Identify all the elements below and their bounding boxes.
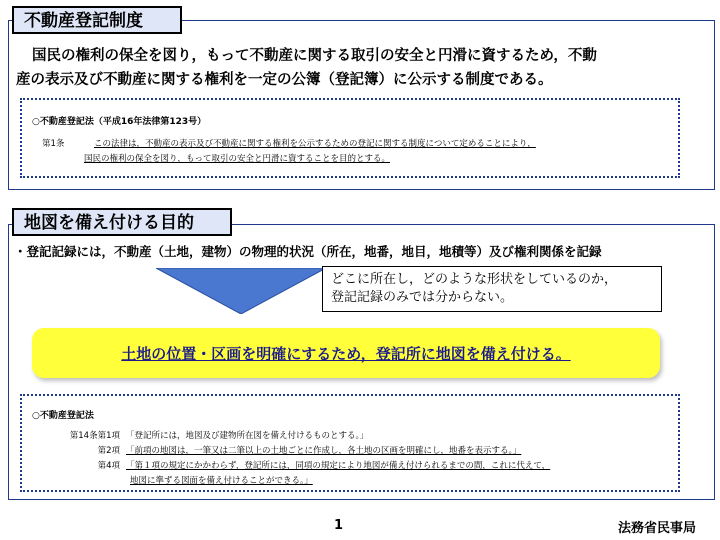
item-label-2: 第2項: [97, 446, 120, 456]
section1-law-box: [20, 98, 680, 178]
intro-line-1: 国民の権利の保全を図り，もって不動産に関する取引の安全と円滑に資するため，不動: [32, 48, 597, 64]
section1-intro: [16, 44, 711, 92]
section1-law-title: ○不動産登記法（平成16年法律第123号）: [32, 117, 207, 127]
section2-law-title: ○不動産登記法: [32, 411, 94, 421]
section2-heading: 地図を備え付ける目的: [12, 208, 232, 236]
item-text-2: 「前項の地図は，一筆又は二筆以上の土地ごとに作成し，各土地の区画を明確にし，地番を表示する。」: [126, 446, 522, 456]
highlight-text: 土地の位置・区画を明確にするため，登記所に地図を備え付ける。: [121, 344, 571, 363]
callout-box: [322, 266, 662, 312]
article-1-line-1: この法律は，不動産の表示及び不動産に関する権利を公示するための登記に関する制度について定めることにより，: [94, 139, 536, 149]
intro-line-2: 産の表示及び不動産に関する権利を一定の公簿（登記簿）に公示する制度である。: [16, 72, 553, 88]
down-arrow-icon: [156, 268, 326, 314]
item-text-14-1: 「登記所には，地図及び建物所在図を備え付けるものとする。」: [126, 431, 369, 441]
section2-bullet: ・登記記録には，不動産（土地，建物）の物理的状況（所在，地番，地目，地積等）及び権利関係を記録: [14, 244, 602, 259]
article-1-line-2: 国民の権利の保全を図り，もって取引の安全と円滑に資することを目的とする。: [84, 154, 391, 164]
section1-heading: 不動産登記制度: [12, 6, 182, 34]
item-label-4: 第4項: [97, 461, 120, 471]
article-1-label: 第1条: [42, 139, 65, 149]
section2-law-box: [20, 394, 680, 492]
callout-line-1: どこに所在し，どのような形状をしているのか，: [331, 272, 618, 287]
item-text-4-cont: 地図に準ずる図面を備え付けることができる。」: [130, 476, 313, 486]
page-number: 1: [334, 518, 344, 533]
footer-organization: 法務省民事局: [618, 521, 697, 536]
callout-line-2: 登記記録のみでは分からない。: [331, 290, 514, 305]
item-label-14-1: 第14条第1項: [69, 431, 120, 441]
item-text-4: 「第１項の規定にかかわらず，登記所には，同項の規定により地図が備え付けられるまでの間，これに代えて，: [126, 461, 551, 471]
highlight-box: [32, 328, 660, 378]
